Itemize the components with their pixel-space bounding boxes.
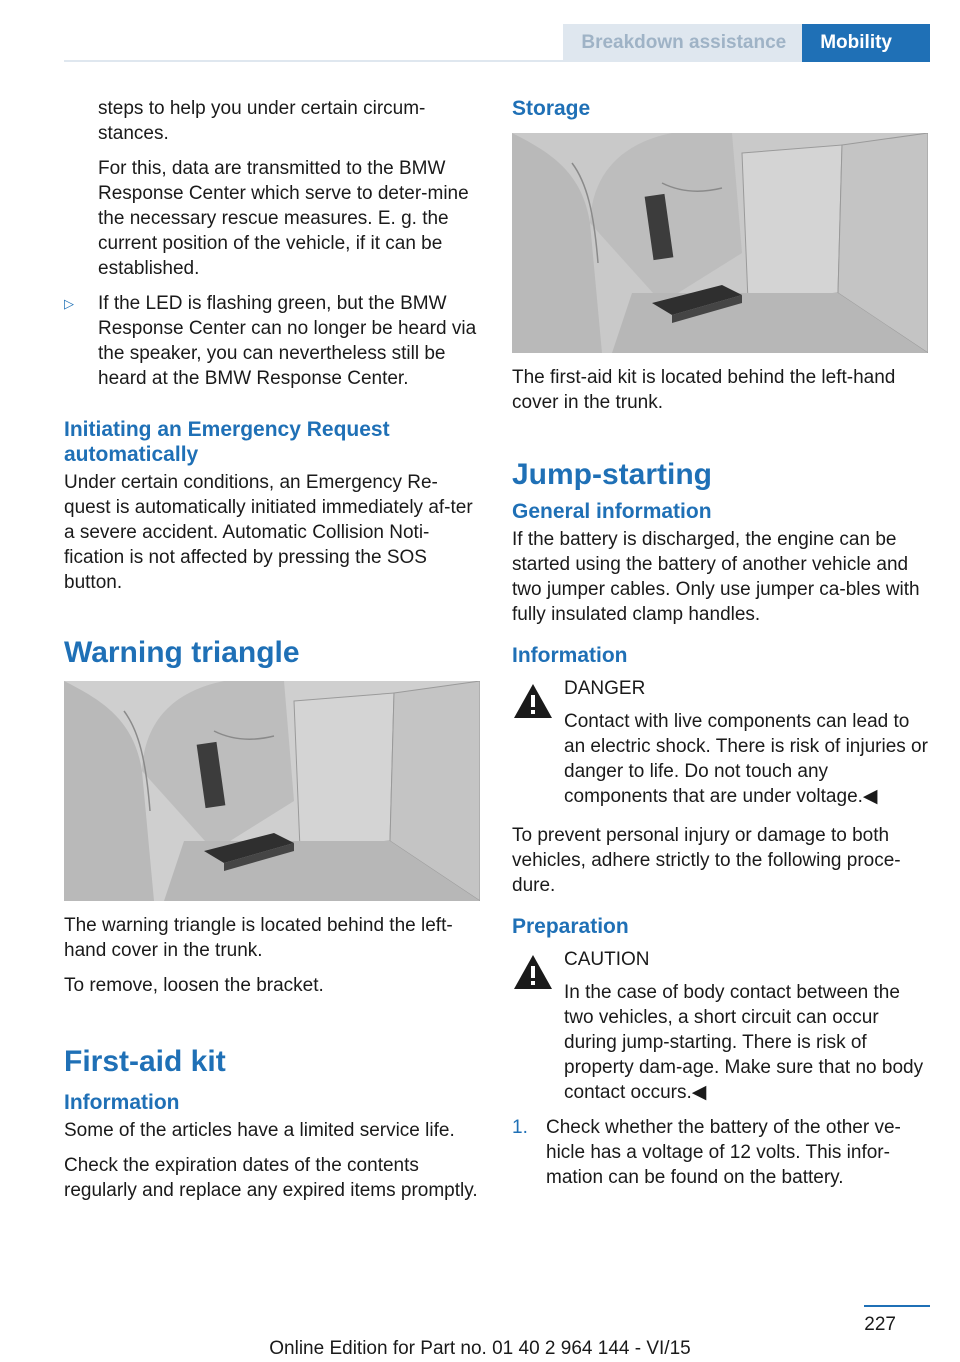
prevent-injury-text: To prevent personal injury or damage to both vehicles, adhere strictly to the following proce‐dure. bbox=[512, 825, 901, 896]
auto-emergency-heading: Initiating an Emergency Request automatically bbox=[64, 418, 390, 466]
information-heading: Information bbox=[512, 644, 628, 667]
warning-triangle-icon bbox=[512, 682, 554, 720]
storage-text: The first-aid kit is located behind the left-hand cover in the trunk. bbox=[512, 367, 896, 413]
trunk-first-aid-kit-image bbox=[512, 133, 928, 353]
warning-triangle-location-text: The warning triangle is located behind the left-hand cover in the trunk. bbox=[64, 915, 453, 961]
footer-edition: Online Edition for Part no. 01 40 2 964 144 - VI/15 bbox=[269, 1338, 691, 1359]
warning-triangle-heading: Warning triangle bbox=[64, 636, 300, 669]
general-information-text: If the battery is discharged, the engine can be started using the battery of another vehicle and two jumper cables. Only use jumper ca‐bles with fully insulated clamp handles. bbox=[512, 529, 920, 625]
caution-notice bbox=[512, 947, 928, 1105]
first-aid-expiration-text: Check the expiration dates of the contents regularly and replace any expired items promptly. bbox=[64, 1155, 478, 1201]
warning-triangle-icon bbox=[512, 953, 554, 991]
danger-text-body: Contact with live components can lead to an electric shock. There is risk of injuries or danger to life. Do not touch any components that are under voltage.◀ bbox=[564, 711, 928, 807]
jump-starting-heading: Jump-starting bbox=[512, 458, 713, 491]
preparation-heading: Preparation bbox=[512, 915, 629, 938]
trunk-warning-triangle-image bbox=[64, 681, 480, 901]
header-chapter-tab: Mobility bbox=[802, 24, 930, 62]
first-aid-kit-heading: First-aid kit bbox=[64, 1045, 226, 1078]
auto-emergency-text: Under certain conditions, an Emergency Re‐quest is automatically initiated immediately af‐ter a severe accident. Automatic Collision Noti‐fication is not affected by pressing the SOS button. bbox=[64, 472, 473, 593]
footer-rule bbox=[864, 1305, 930, 1307]
header-tabs bbox=[563, 24, 930, 62]
data-transmission-paragraph: For this, data are transmitted to the BMW Response Center which serve to deter‐mine the necessary rescue measures. E. g. the current position of the vehicle, if it can be established. bbox=[98, 158, 469, 279]
page-number: 227 bbox=[864, 1314, 896, 1335]
list-item bbox=[512, 1115, 928, 1190]
first-aid-service-life-text: Some of the articles have a limited service life. bbox=[64, 1120, 455, 1141]
caution-text-body: In the case of body contact between the two vehicles, a short circuit can occur during jump-starting. There is risk of property dam‐age. Make sure that no body contact occurs.◀ bbox=[564, 982, 924, 1103]
left-column bbox=[64, 96, 480, 1213]
list-item-text: If the LED is flashing green, but the BMW Response Center can no longer be heard via the speaker, you can nevertheless still be heard at the BMW Response Center. bbox=[98, 293, 477, 389]
danger-label: DANGER bbox=[564, 678, 646, 699]
step-text: Check whether the battery of the other ve‐hicle has a voltage of 12 volts. This infor‐mation can be found on the battery. bbox=[546, 1117, 901, 1188]
right-column bbox=[512, 96, 928, 1190]
warning-triangle-remove-text: To remove, loosen the bracket. bbox=[64, 975, 324, 996]
bullet-arrow-icon: ▷ bbox=[64, 296, 74, 311]
continued-paragraph: steps to help you under certain circum‐stances. bbox=[98, 98, 426, 144]
header-rule bbox=[64, 60, 735, 62]
danger-text bbox=[564, 709, 928, 809]
step-number: 1. bbox=[512, 1117, 528, 1138]
general-information-heading: General information bbox=[512, 500, 712, 523]
list-item bbox=[64, 291, 480, 391]
storage-heading: Storage bbox=[512, 97, 591, 120]
danger-notice bbox=[512, 676, 928, 809]
caution-text bbox=[564, 980, 928, 1105]
header-section-tab: Breakdown assistance bbox=[563, 24, 802, 62]
caution-label: CAUTION bbox=[564, 949, 650, 970]
first-aid-info-heading: Information bbox=[64, 1091, 180, 1114]
